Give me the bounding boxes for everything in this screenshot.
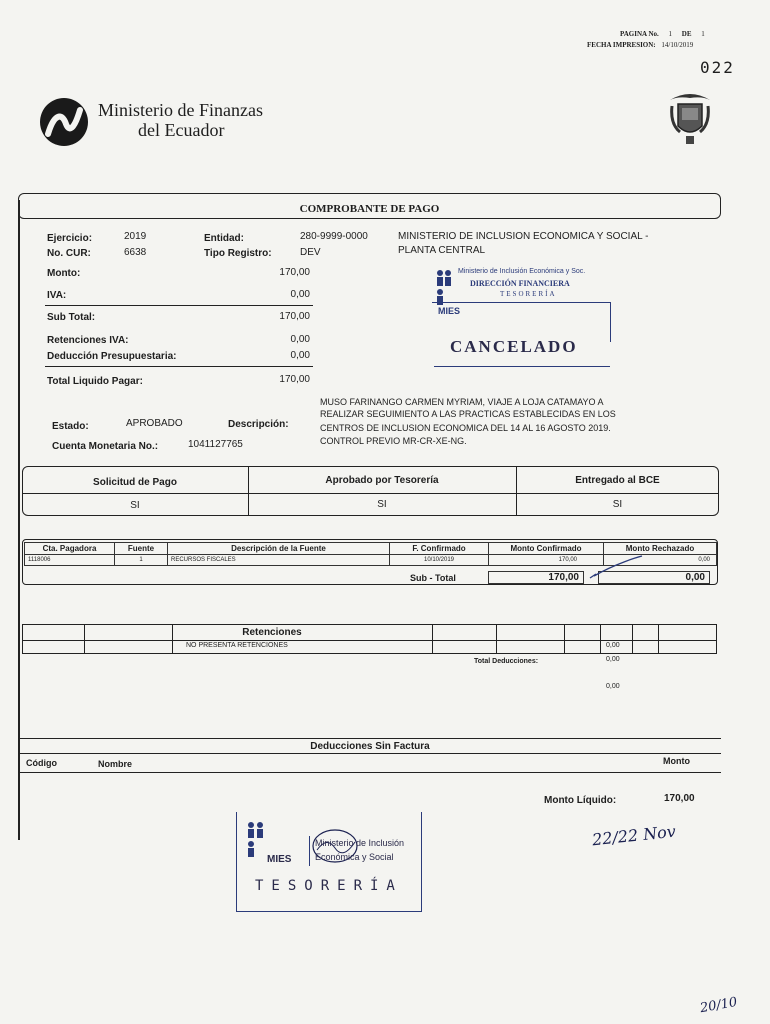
subtotal-label: Sub Total:	[47, 312, 96, 323]
descripcion-line1: MUSO FARINANGO CARMEN MYRIAM, VIAJE A LOJA CATAMAYO A	[320, 397, 604, 407]
entidad-value: 280-9999-0000	[300, 231, 368, 242]
of-label: DE	[681, 30, 692, 38]
subtotal-rule	[45, 305, 313, 306]
stamp-right-border	[610, 302, 611, 342]
approval-mid-rule	[22, 493, 719, 494]
fuentes-header-row	[25, 543, 717, 555]
fuentes-header-monto-confirmado: Monto Confirmado	[489, 543, 604, 555]
total-label: Total Liquido Pagar:	[47, 376, 143, 387]
cancelado-stamp	[430, 262, 612, 372]
stamp-bottom-border	[434, 366, 610, 367]
retenciones-col-6	[600, 624, 601, 654]
retenciones-col-1	[84, 624, 85, 654]
deducciones-title: Deducciones Sin Factura	[310, 741, 430, 752]
retenciones-iva-value: 0,00	[290, 334, 310, 345]
print-date-label: FECHA IMPRESION:	[587, 41, 656, 49]
fuentes-header-confirmado: F. Confirmado	[390, 543, 489, 555]
page-number-row	[620, 30, 705, 38]
deduccion-label: Deducción Presupuestaria:	[47, 351, 177, 362]
tipo-registro-value: DEV	[300, 247, 321, 258]
cuenta-label: Cuenta Monetaria No.:	[52, 441, 159, 452]
fuentes-subtotal-label: Sub - Total	[410, 573, 456, 583]
retenciones-title: Retenciones	[242, 627, 302, 638]
approval-header-bce: Entregado al BCE	[575, 475, 660, 486]
retenciones-col-5	[564, 624, 565, 654]
estado-value: APROBADO	[126, 418, 183, 429]
cuenta-value: 1041127765	[188, 439, 243, 450]
retenciones-row-value: 0,00	[606, 642, 620, 649]
retenciones-col-3	[432, 624, 433, 654]
fuentes-cell-descripcion: RECURSOS FISCALES	[168, 555, 390, 566]
fuentes-subtotal-confirmado: 170,00	[488, 571, 584, 584]
descripcion-line2: REALIZAR SEGUIMIENTO A LAS PRACTICAS ESTABLECIDAS EN LOS	[320, 409, 616, 419]
entidad-name-line2: PLANTA CENTRAL	[398, 245, 486, 256]
retenciones-row-text: NO PRESENTA RETENCIONES	[186, 642, 288, 649]
tesoreria-stamp-line2: Económica y Social	[315, 852, 394, 862]
deducciones-codigo-label: Código	[26, 758, 57, 768]
ejercicio-value: 2019	[124, 231, 147, 242]
deducciones-nombre-label: Nombre	[98, 759, 133, 769]
descripcion-label: Descripción:	[228, 419, 289, 430]
approval-value-bce: SI	[612, 499, 623, 510]
frame-left-border	[18, 200, 20, 840]
monto-liquido-label: Monto Líquido:	[544, 795, 617, 806]
descripcion-line4: CONTROL PREVIO MR-CR-XE-NG.	[320, 436, 467, 446]
cancelado-stamp-mies: MIES	[438, 306, 461, 316]
iva-value: 0,00	[290, 289, 310, 300]
retenciones-col-8	[658, 624, 659, 654]
retenciones-col-4	[496, 624, 497, 654]
ejercicio-label: Ejercicio:	[47, 233, 93, 244]
cancelado-word: CANCELADO	[450, 337, 578, 356]
tesoreria-stamp	[236, 812, 422, 912]
deducciones-bottom-rule	[18, 772, 721, 773]
document-title: COMPROBANTE DE PAGO	[299, 203, 440, 215]
approval-header-solicitud: Solicitud de Pago	[93, 477, 177, 488]
print-date: 14/10/2019	[661, 41, 694, 49]
tesoreria-stamp-separator	[309, 836, 310, 866]
fuentes-cell-fuente: 1	[115, 555, 168, 566]
sheet-number: 022	[700, 58, 735, 77]
entidad-label: Entidad:	[204, 233, 244, 244]
checkmark-icon	[588, 554, 648, 582]
cur-value: 6638	[124, 247, 147, 258]
deducciones-top-rule	[18, 738, 721, 739]
retenciones-col-7	[632, 624, 633, 654]
tipo-registro-label: Tipo Registro:	[204, 248, 272, 259]
page-total: 1	[701, 30, 705, 38]
fuentes-header-cta: Cta. Pagadora	[25, 543, 115, 555]
fuentes-cell-cta: 1118006	[25, 555, 115, 566]
tesoreria-stamp-line1: Ministerio de Inclusión	[315, 838, 405, 848]
fuentes-cell-monto-confirmado: 170,00	[489, 555, 604, 566]
ministry-name-line2: del Ecuador	[138, 120, 225, 140]
mies-figure-icon	[245, 820, 267, 860]
print-date-row	[587, 41, 693, 49]
total-rule	[45, 366, 313, 367]
iva-label: IVA:	[47, 290, 67, 301]
ministry-name-line1: Ministerio de Finanzas	[98, 100, 263, 120]
handwritten-note: 22/22 Nov	[591, 821, 677, 850]
entidad-name-line1: MINISTERIO DE INCLUSION ECONOMICA Y SOCIAL -	[398, 231, 649, 242]
descripcion-line3: CENTROS DE INCLUSION ECONOMICA DEL 14 AL 16 AGOSTO 2019.	[320, 423, 611, 433]
fuentes-header-fuente: Fuente	[115, 543, 168, 555]
fuentes-cell-confirmado: 10/10/2019	[390, 555, 489, 566]
coat-of-arms-icon	[666, 90, 714, 146]
subtotal-value: 170,00	[279, 311, 310, 322]
ministry-logo-icon	[38, 96, 90, 148]
cancelado-stamp-line3: TESORERÍA	[500, 290, 557, 298]
fuentes-cell-monto-rechazado: 0,00	[604, 555, 717, 566]
retenciones-extra-value: 0,00	[606, 683, 620, 690]
page-label: PAGINA No.	[620, 30, 659, 38]
fuentes-subtotal-rechazado: 0,00	[598, 571, 710, 584]
deducciones-mid-rule	[18, 753, 721, 754]
retenciones-mid-rule	[22, 640, 717, 641]
total-deducciones-label: Total Deducciones:	[474, 658, 539, 665]
retenciones-iva-label: Retenciones IVA:	[47, 335, 129, 346]
deducciones-monto-label: Monto	[663, 756, 690, 766]
monto-liquido-value: 170,00	[664, 793, 695, 804]
cur-label: No. CUR:	[47, 248, 91, 259]
approval-value-solicitud: SI	[130, 500, 140, 511]
monto-label: Monto:	[47, 268, 81, 279]
tesoreria-stamp-word: TESORERÍA	[255, 878, 403, 894]
monto-value: 170,00	[279, 267, 310, 278]
approval-header-tesoreria: Aprobado por Tesorería	[325, 475, 439, 486]
stamp-divider	[432, 302, 610, 303]
total-deducciones-value: 0,00	[606, 656, 620, 663]
estado-label: Estado:	[52, 421, 89, 432]
cancelado-stamp-line2: DIRECCIÓN FINANCIERA	[470, 279, 570, 288]
total-value: 170,00	[279, 374, 310, 385]
cancelado-stamp-line1: Ministerio de Inclusión Económica y Soc.	[458, 268, 586, 275]
deduccion-value: 0,00	[290, 350, 310, 361]
corner-handwriting: 20/10	[698, 994, 739, 1017]
fuentes-header-descripcion: Descripción de la Fuente	[168, 543, 390, 555]
fuentes-header-monto-rechazado: Monto Rechazado	[604, 543, 717, 555]
approval-value-tesoreria: SI	[377, 499, 387, 510]
tesoreria-stamp-mies: MIES	[267, 854, 292, 865]
page-number: 1	[668, 30, 673, 38]
